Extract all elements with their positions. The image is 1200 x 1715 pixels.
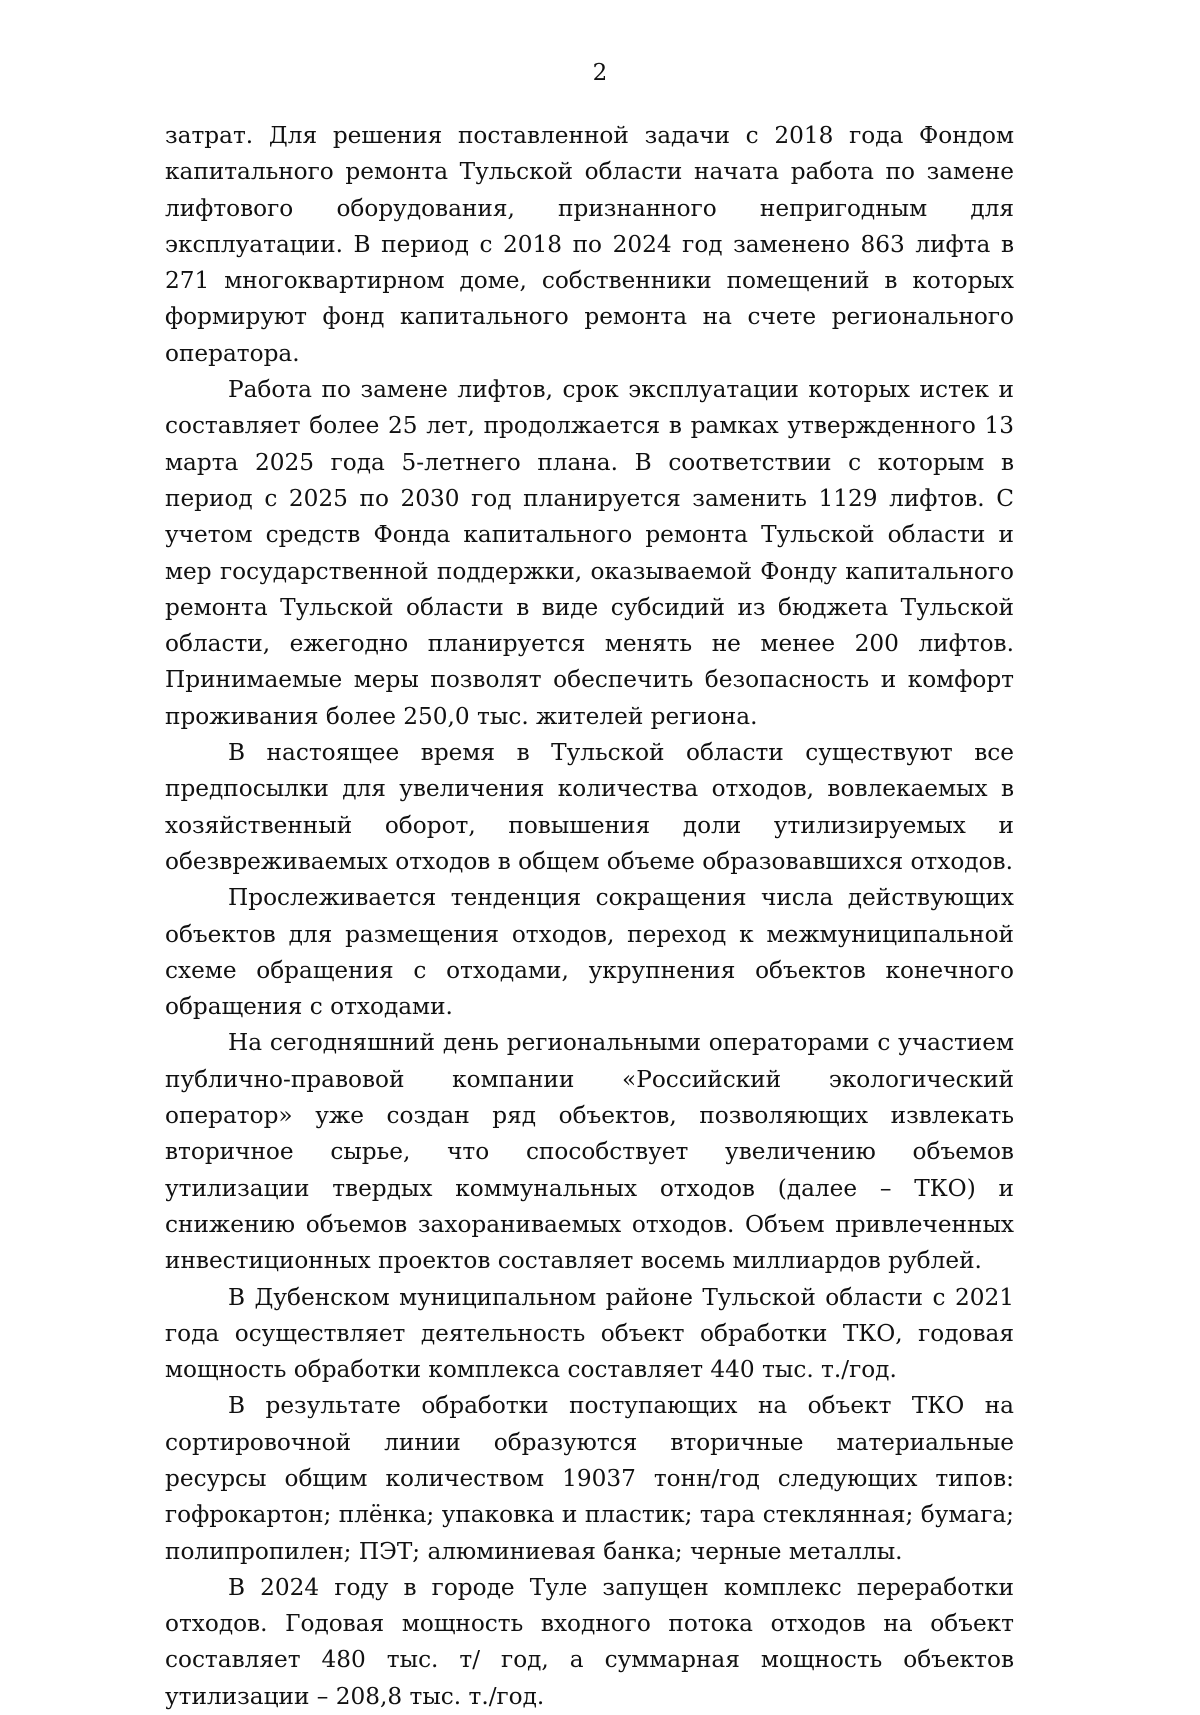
paragraph-8: В 2024 году в городе Туле запущен комплекс переработки отходов. Годовая мощность входного потока отходов на объект составляет 480 тыс. т/ год, а суммарная мощность объектов утилизации – 208,8 тыс. т./год. (165, 1573, 1014, 1710)
page-number: 2 (592, 60, 608, 86)
paragraph-1: затрат. Для решения поставленной задачи с 2018 года Фондом капитального ремонта Тульской области начата работа по замене лифтового оборудования, признанного непригодным для эксплуатации. В период с 2018 по 2024 год заменено 863 лифта в 271 многоквартирном доме, собственники помещений в которых формируют фонд капитального ремонта на счете регионального оператора. (165, 122, 1014, 367)
paragraph-2: Работа по замене лифтов, срок эксплуатации которых истек и составляет более 25 лет, продолжается в рамках утвержденного 13 марта 2025 года 5-летнего плана. В соответствии с которым в период с 2025 по 2030 год планируется заменить 1129 лифтов. С учетом средств Фонда капитального ремонта Тульской области и мер государственной поддержки, оказываемой Фонду капитального ремонта Тульской области в виде субсидий из бюджета Тульской области, ежегодно планируется менять не менее 200 лифтов. Принимаемые меры позволят обеспечить безопасность и комфорт проживания более 250,0 тыс. жителей региона. (165, 376, 1014, 730)
paragraph-5: На сегодняшний день региональными операторами с участием публично-правовой компании «Российский экологический оператор» уже создан ряд объектов, позволяющих извлекать вторичное сырье, что способствует увеличению объемов утилизации твердых коммунальных отходов (далее – ТКО) и снижению объемов захораниваемых отходов. Объем привлеченных инвестиционных проектов составляет восемь миллиардов рублей. (165, 1029, 1014, 1275)
paragraph-7: В результате обработки поступающих на объект ТКО на сортировочной линии образуются вторичные материальные ресурсы общим количеством 19037 тонн/год следующих типов: гофрокартон; плёнка; упаковка и пластик; тара стеклянная; бумага; полипропилен; ПЭТ; алюминиевая банка; черные металлы. (165, 1392, 1014, 1565)
paragraph-3: В настоящее время в Тульской области существуют все предпосылки для увеличения количества отходов, вовлекаемых в хозяйственный оборот, повышения доли утилизируемых и обезвреживаемых отходов в общем объеме образовавшихся отходов. (165, 739, 1014, 875)
document-body (165, 118, 1014, 1715)
paragraph-4: Прослеживается тенденция сокращения числа действующих объектов для размещения отходов, переход к межмуниципальной схеме обращения с отходами, укрупнения объектов конечного обращения с отходами. (165, 884, 1014, 1021)
paragraph-6: В Дубенском муниципальном районе Тульской области с 2021 года осуществляет деятельность объект обработки ТКО, годовая мощность обработки комплекса составляет 440 тыс. т./год. (165, 1283, 1014, 1384)
